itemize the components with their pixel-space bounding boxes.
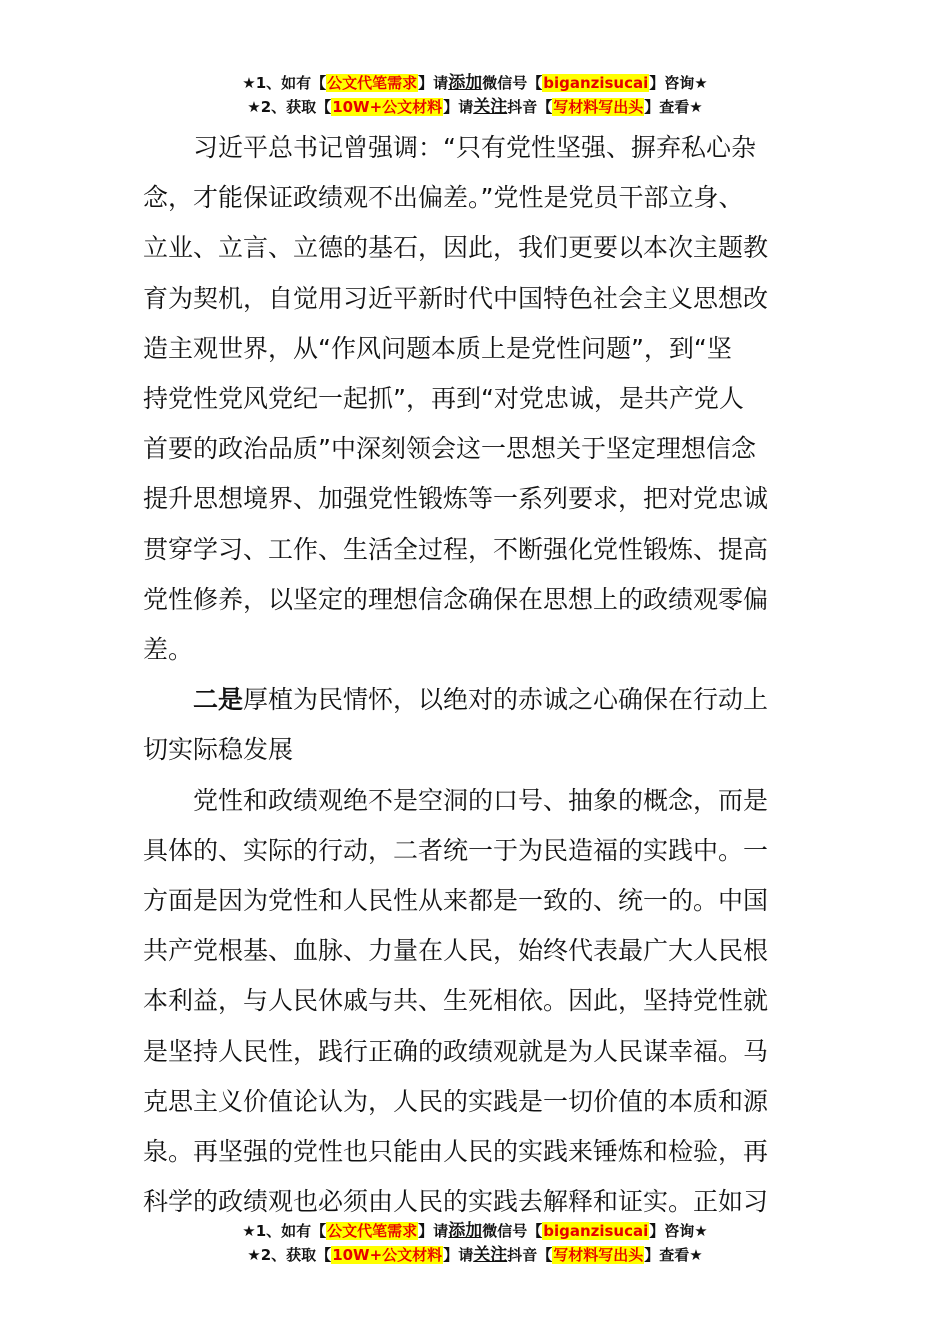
banner-text: 】请 [443,1246,474,1264]
text-line: 育为契机，自觉用习近平新时代中国特色社会主义思想改 [143,283,769,313]
banner-text: 微信号【 [482,1222,543,1240]
section-label: 二是 [193,685,244,715]
text-line: 贯穿学习、工作、生活全过程，不断强化党性锻炼、提高 [143,534,769,564]
banner-text: 】咨询★ [649,1222,708,1240]
text-line: 切实际稳发展 [143,735,294,765]
banner-line-2 [0,95,950,119]
text-line: 泉。再坚强的党性也只能由人民的实践来锤炼和检验，再 [143,1137,769,1167]
highlight-materials: 10W+公文材料 [332,1246,443,1264]
footer-banner [0,1219,950,1267]
text-line: 提升思想境界、加强党性锻炼等一系列要求，把对党忠诚 [143,484,769,514]
highlight-wechat-id: biganzisucai [543,74,649,92]
banner-line-1 [0,1219,950,1243]
banner-text: ★1、如有【 [242,74,327,92]
banner-emphasis: 添加 [448,73,483,93]
text-line: 首要的政治品质”中深刻领会这一思想关于坚定理想信念 [143,434,756,464]
text-line: 方面是因为党性和人民性从来都是一致的、统一的。中国 [143,886,769,916]
text-line: 差。 [143,635,194,665]
banner-text: 】咨询★ [649,74,708,92]
banner-text: 】请 [418,1222,449,1240]
banner-text: 抖音【 [507,98,553,116]
highlight-douyin-id: 写材料写出头 [553,98,644,116]
banner-emphasis: 关注 [473,1245,508,1265]
highlight-service: 公文代笔需求 [327,1222,418,1240]
text-line: 习近平总书记曾强调：“只有党性坚强、摒弃私心杂 [193,133,756,162]
text-line: 党性和政绩观绝不是空洞的口号、抽象的概念，而是 [193,785,769,815]
document-body [143,123,808,1227]
highlight-service: 公文代笔需求 [327,74,418,92]
banner-text: 】查看★ [644,98,703,116]
text-line: 造主观世界，从“作风问题本质上是党性问题”，到“坚 [143,333,732,363]
highlight-materials: 10W+公文材料 [332,98,443,116]
text-line: 党性修养，以坚定的理想信念确保在思想上的政绩观零偏 [143,584,769,614]
text-line: 本利益，与人民休戚与共、生死相依。因此，坚持党性就 [143,986,769,1016]
paragraph-3 [143,776,808,1228]
banner-text: 抖音【 [507,1246,553,1264]
paragraph-1 [143,123,808,675]
text-line: 克思主义价值论认为，人民的实践是一切价值的本质和源 [143,1086,769,1116]
text-line: 具体的、实际的行动，二者统一于为民造福的实践中。一 [143,835,769,865]
header-banner [0,71,950,119]
banner-text: ★1、如有【 [242,1222,327,1240]
banner-text: 】请 [443,98,474,116]
banner-line-1 [0,71,950,95]
text-line [143,675,808,725]
banner-emphasis: 添加 [448,1221,483,1241]
banner-text: 】请 [418,74,449,92]
banner-text: ★2、获取【 [247,98,332,116]
banner-emphasis: 关注 [473,97,508,117]
highlight-wechat-id: biganzisucai [543,1222,649,1240]
text-line: 是坚持人民性，践行正确的政绩观就是为人民谋幸福。马 [143,1036,769,1066]
paragraph-2-heading [143,675,808,775]
text-line: 共产党根基、血脉、力量在人民，始终代表最广大人民根 [143,936,769,966]
banner-text: 】查看★ [644,1246,703,1264]
banner-line-2 [0,1243,950,1267]
text-line: 科学的政绩观也必须由人民的实践去解释和证实。正如习 [143,1187,769,1217]
banner-text: ★2、获取【 [247,1246,332,1264]
highlight-douyin-id: 写材料写出头 [553,1246,644,1264]
text-line: 念，才能保证政绩观不出偏差。”党性是党员干部立身、 [143,183,744,213]
text-line: 持党性党风党纪一起抓”，再到“对党忠诚，是共产党人 [143,384,744,414]
heading-text: 厚植为民情怀，以绝对的赤诚之心确保在行动上 [243,685,769,715]
banner-text: 微信号【 [482,74,543,92]
text-line: 立业、立言、立德的基石，因此，我们更要以本次主题教 [143,233,769,263]
